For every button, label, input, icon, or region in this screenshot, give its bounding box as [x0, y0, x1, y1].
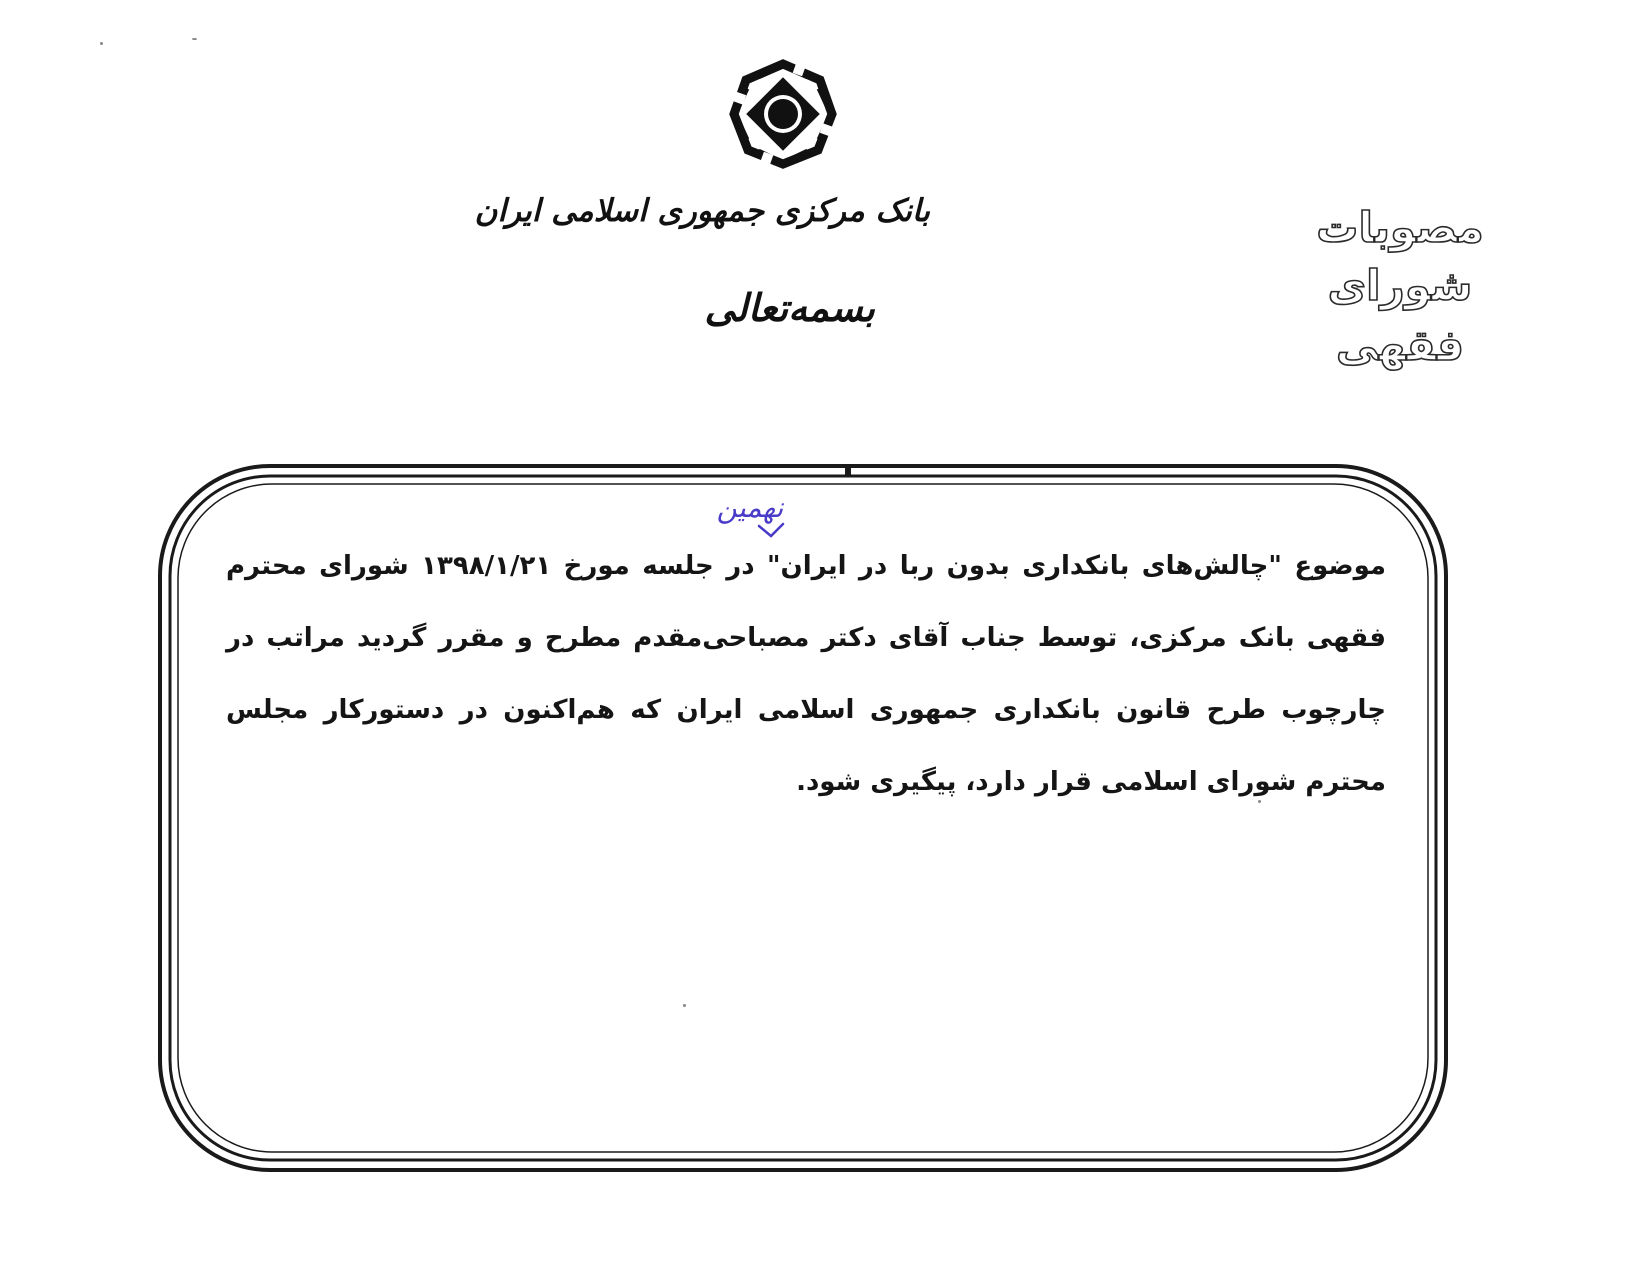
bank-name-heading: بانک مرکزی جمهوری اسلامی ایران: [474, 193, 930, 229]
stamp-line-2: شورای فقهی: [1327, 261, 1473, 370]
scan-speck: [192, 38, 197, 40]
stamp-line-1: مصوبات: [1316, 203, 1484, 252]
scan-speck: [683, 1004, 686, 1007]
resolution-body: [226, 530, 1386, 818]
handwritten-note-text: نهمین: [716, 491, 784, 524]
scan-speck: [1258, 800, 1261, 803]
central-bank-logo-icon: [728, 58, 838, 170]
invocation-text: بسمه‌تعالی: [704, 285, 875, 330]
resolution-paragraph: موضوع "چالش‌های بانکداری بدون ربا در ایران" در جلسه مورخ ۱۳۹۸/۱/۲۱ شورای محترم فقهی بانک مرکزی، توسط جناب آقای دکتر مصباحی‌مقدم مطرح و مقرر گردید مراتب در چارچوب طرح قانون بانکداری جمهوری اسلامی ایران که هم‌اکنون در دستورکار مجلس محترم شورای اسلامی قرار دارد، پیگیری شود.: [226, 551, 1386, 797]
council-resolutions-stamp: [1270, 200, 1530, 370]
scan-speck: [100, 42, 103, 45]
